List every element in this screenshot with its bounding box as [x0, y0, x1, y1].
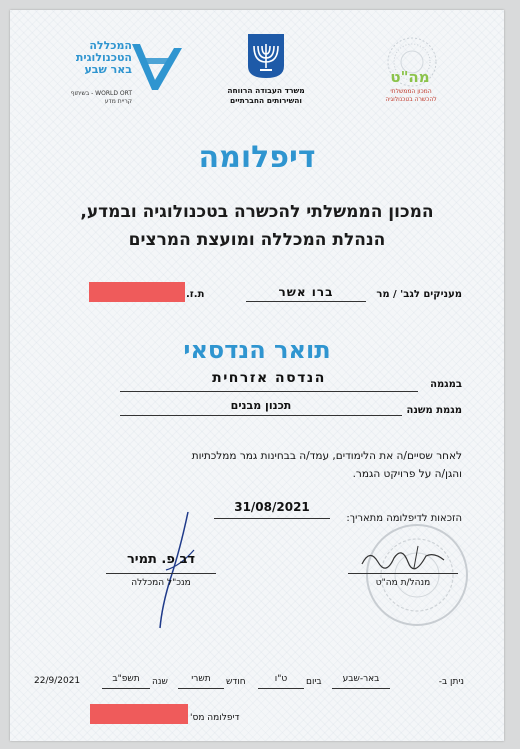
month-underline	[178, 688, 224, 689]
given-city: באר-שבע	[342, 674, 380, 684]
college-logo	[52, 34, 192, 114]
issue-label: הזכאות לדיפלומה מתאריך:	[346, 513, 462, 524]
diploma-number-redaction	[90, 704, 188, 724]
ceo-signature-icon	[150, 510, 200, 630]
sub-major-value: תכנון מבנים	[230, 399, 292, 412]
issue-date-underline	[214, 518, 330, 519]
director-signature-icon	[358, 542, 448, 572]
ceo-name: דב פ. תמיר	[126, 552, 196, 567]
diploma-sheet	[10, 10, 504, 741]
ministry-name-line1: משרד העבודה הרווחה	[227, 86, 305, 95]
major-underline	[120, 391, 418, 392]
year-label: שנה	[152, 677, 168, 687]
diploma-number-label: דיפלומה מס'	[190, 713, 240, 723]
mahat-line1: המכון הממשלתי	[390, 88, 432, 95]
month-value: תשרי	[191, 674, 211, 684]
college-campus-line: קריית מדע	[104, 98, 132, 105]
director-role: מנהל/ת מה"ט	[375, 578, 431, 588]
college-name-line2: הטכנולוגית	[75, 51, 132, 64]
college-name-line3: באר שבע	[84, 63, 132, 76]
ministry-name-line2: והשירותים החברתיים	[229, 96, 303, 105]
recipient-name: ברו אשר	[278, 285, 334, 299]
completion-line-1: לאחר שסיים/ה את הלימודים, עמד/ה בבחינות גמר ממלכתיות	[191, 450, 462, 462]
ceo-role: מנכ"ל המכללה	[131, 578, 191, 588]
college-name-line1: המכללה	[89, 39, 132, 52]
mahat-line2: להכשרה בטכנולוגיה	[385, 96, 437, 103]
issue-date: 31/08/2021	[234, 500, 310, 514]
seal-stamp-icon	[362, 520, 472, 630]
diploma-title: דיפלומה	[198, 140, 316, 175]
ministry-logo	[216, 32, 316, 112]
sub-major-label: מגמת משנה	[406, 405, 462, 416]
completion-line-2: והגן/ה על פרויקט הגמר.	[352, 468, 462, 480]
name-underline	[246, 301, 366, 302]
college-check-logo-icon	[128, 38, 186, 98]
day-underline	[258, 688, 304, 689]
major-label: במגמה	[430, 379, 462, 390]
year-underline	[102, 688, 150, 689]
institute-line-2: הנהלת המכללה ומועצת המרצים	[128, 230, 386, 250]
major-value: הנדסה אזרחית	[212, 370, 326, 386]
gregorian-date: 22/9/2021	[34, 676, 81, 686]
institute-line-1: המכון הממשלתי להכשרה בטכנולוגיה ובמדע,	[80, 202, 434, 222]
grant-label: מעניקים לגב' / מר	[376, 289, 462, 300]
menorah-emblem-icon	[246, 32, 286, 80]
mahat-mark: מה"ט	[390, 68, 430, 86]
day-label: ביום	[306, 677, 322, 687]
month-label: חודש	[226, 677, 246, 687]
degree-title: תואר הנדסאי	[183, 336, 331, 364]
mahat-logo	[372, 34, 462, 114]
director-sign-line	[348, 573, 458, 574]
ceo-sign-line	[106, 573, 216, 574]
college-partner-line: WORLD ORT - בשיתוף	[70, 90, 132, 97]
id-label: ת.ז.	[186, 289, 205, 300]
city-underline	[332, 688, 390, 689]
year-value: תשפ"ב	[112, 674, 140, 684]
given-prefix: ניתן ב-	[438, 677, 464, 687]
id-redaction	[89, 282, 185, 302]
day-value: ט"ו	[274, 674, 288, 684]
sub-major-underline	[120, 415, 402, 416]
